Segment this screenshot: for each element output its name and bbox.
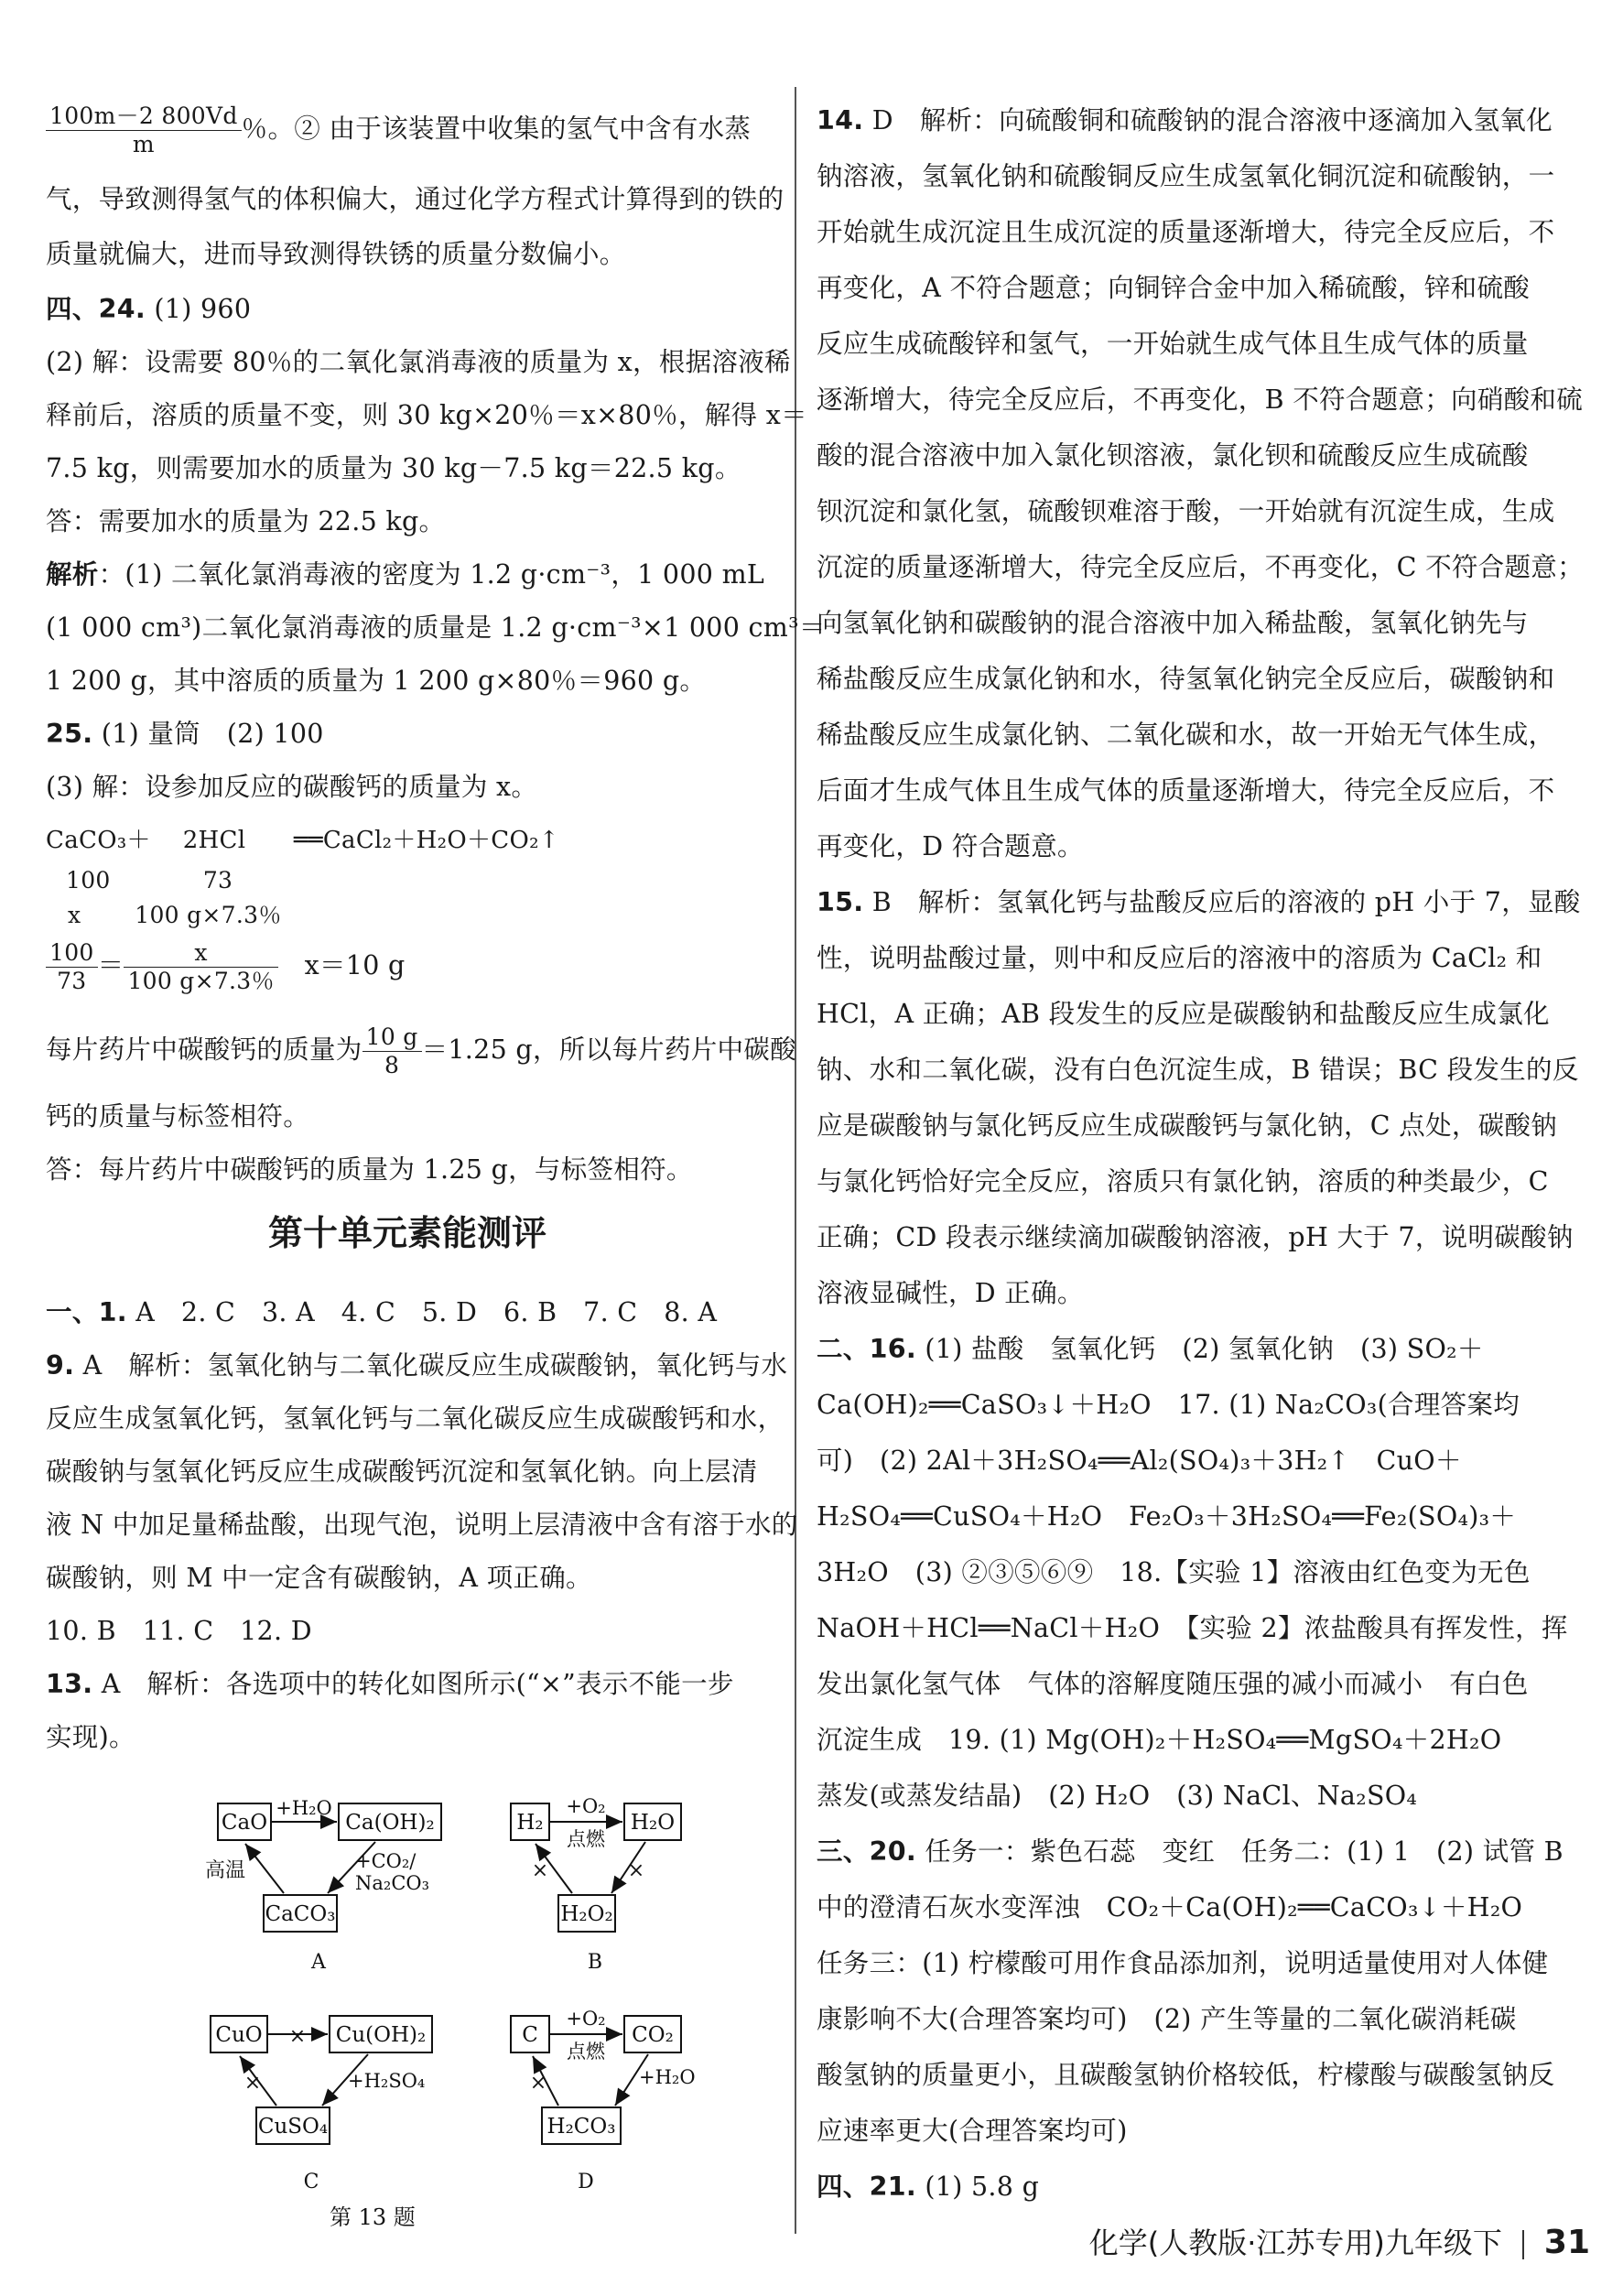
equation-quantities: x 100 g×7.3％ bbox=[68, 902, 282, 928]
question-20: 三、20. 任务一：紫色石蕊 变红 任务二：(1) 1 (2) 试管 B bbox=[817, 1836, 1563, 1867]
diagram-node-label: CuO bbox=[215, 2023, 263, 2047]
diagram-node-label: CaCO₃ bbox=[265, 1902, 336, 1926]
diagram-node-label: Ca(OH)₂ bbox=[345, 1811, 435, 1835]
answer-line: 任务三：(1) 柠檬酸可用作食品添加剂，说明适量使用对人体健 bbox=[817, 1948, 1549, 1978]
book-title: 化学(人教版·江苏专用)九年级下 bbox=[1088, 2226, 1502, 2260]
edge-label: +O₂ bbox=[566, 1795, 606, 1817]
diagram-node-label: CaO bbox=[221, 1811, 268, 1835]
analysis-line: 向氢氧化钠和碳酸钠的混合溶液中加入稀盐酸，氢氧化钠先与 bbox=[817, 608, 1529, 638]
answer-line: $\frac{100m-2 800Vd}{m}$ ％。② 由于该装置中收集的氢气中含有水蒸 bbox=[46, 103, 751, 158]
analysis-line: 稀盐酸反应生成氯化钠和水，待氢氧化钠完全反应后，碳酸钠和 bbox=[817, 664, 1555, 694]
analysis-line: 钡沉淀和氯化氢，硫酸钡难溶于酸，一开始就有沉淀生成，生成 bbox=[817, 496, 1555, 526]
analysis-line: 实现)。 bbox=[46, 1722, 135, 1752]
diagram-node-label: H₂O bbox=[630, 1811, 676, 1835]
analysis-line: 与氯化钙恰好完全反应，溶质只有氯化钠，溶质的种类最少，C bbox=[817, 1166, 1549, 1197]
analysis-line: 性，说明盐酸过量，则中和反应后的溶液中的溶质为 CaCl₂ 和 bbox=[817, 943, 1542, 973]
diagram-label: B bbox=[587, 1951, 603, 1974]
analysis-line: 逐渐增大，待完全反应后，不再变化，B 不符合题意；向硝酸和硫 bbox=[817, 384, 1584, 415]
analysis-line: HCl，A 正确；AB 段发生的反应是碳酸钠和盐酸反应生成氯化 bbox=[817, 999, 1550, 1029]
question-21: 四、21. (1) 5.8 g bbox=[817, 2171, 1040, 2202]
question-9: 9. A 解析：氢氧化钠与二氧化碳反应生成碳酸钠，氧化钙与水 bbox=[46, 1350, 788, 1381]
edge-label: +H₂O bbox=[276, 1797, 332, 1819]
analysis-line: 沉淀的质量逐渐增大，待完全反应后，不再变化，C 不符合题意； bbox=[817, 552, 1584, 582]
answer-line: 康影响不大(合理答案均可) (2) 产生等量的二氧化碳消耗碳 bbox=[817, 2004, 1517, 2034]
diagram-node-label: H₂ bbox=[516, 1811, 544, 1835]
analysis-line: 后面才生成气体且生成气体的质量逐渐增大，待完全反应后，不 bbox=[817, 775, 1555, 806]
fraction: $\frac{x}{100 g\times 7.3\%}$ bbox=[124, 939, 277, 995]
cross-mark: × bbox=[288, 2025, 307, 2048]
analysis-line: 再变化，D 符合题意。 bbox=[817, 831, 1084, 861]
answer-line: 气，导致测得氢气的体积偏大，通过化学方程式计算得到的铁的 bbox=[46, 184, 784, 214]
fraction: $\frac{100m-2 800Vd}{m}$ bbox=[46, 103, 242, 158]
answer-line: 答：需要加水的质量为 22.5 kg。 bbox=[46, 506, 446, 536]
question-14: 14. D 解析：向硫酸铜和硫酸钠的混合溶液中逐滴加入氢氧化 bbox=[817, 105, 1553, 135]
analysis-line: 再变化，A 不符合题意；向铜锌合金中加入稀硫酸，锌和硫酸 bbox=[817, 273, 1531, 303]
diagram-node-label: CuSO₄ bbox=[257, 2115, 329, 2139]
analysis-line: (1 000 cm³)二氧化氯消毒液的质量是 1.2 g·cm⁻³×1 000 cm³＝ bbox=[46, 612, 826, 643]
analysis-line: 碳酸钠，则 M 中一定含有碳酸钠，A 项正确。 bbox=[46, 1563, 592, 1593]
answers-choice: 一、1. A 2. C 3. A 4. C 5. D 6. B 7. C 8. A bbox=[46, 1297, 718, 1327]
answer-line: 释前后，溶质的质量不变，则 30 kg×20％＝x×80％，解得 x＝ bbox=[46, 400, 807, 430]
page-number: 31 bbox=[1543, 2224, 1590, 2261]
footer-separator bbox=[1522, 2230, 1524, 2259]
cross-mark: × bbox=[243, 2072, 262, 2095]
question-13: 13. A 解析：各选项中的转化如图所示(“×”表示不能一步 bbox=[46, 1669, 734, 1699]
analysis-line: 稀盐酸反应生成氯化钠、二氧化碳和水，故一开始无气体生成， bbox=[817, 720, 1555, 750]
answer-line: (2) 解：设需要 80％的二氧化氯消毒液的质量为 x，根据溶液稀 bbox=[46, 347, 791, 377]
figure-caption: 第 13 题 bbox=[330, 2204, 416, 2230]
analysis-line: 开始就生成沉淀且生成沉淀的质量逐渐增大，待完全反应后，不 bbox=[817, 217, 1555, 247]
analysis-line: 钠、水和二氧化碳，没有白色沉淀生成，B 错误；BC 段发生的反 bbox=[817, 1055, 1579, 1085]
proportion: $\frac{100}{73}$ ＝ $\frac{x}{100 g\times 7.3\%}$ x＝10 g bbox=[46, 939, 406, 995]
fraction: $\frac{10 g}{8}$ bbox=[362, 1023, 422, 1079]
diagram-node-label: H₂CO₃ bbox=[546, 2115, 616, 2139]
analysis-line: 溶液显碱性，D 正确。 bbox=[817, 1278, 1084, 1308]
answer-line: 每片药片中碳酸钙的质量为 $\frac{10 g}{8}$ ＝1.25 g，所以每片药片中碳酸 bbox=[46, 1023, 796, 1078]
cross-mark: × bbox=[627, 1859, 645, 1882]
answer-line: 应速率更大(合理答案均可) bbox=[817, 2116, 1128, 2146]
analysis-line: 碳酸钠与氢氧化钙反应生成碳酸钙沉淀和氢氧化钠。向上层清 bbox=[46, 1457, 758, 1487]
answer-line: 酸氢钠的质量更小，且碳酸氢钠价格较低，柠檬酸与碳酸氢钠反 bbox=[817, 2060, 1555, 2090]
edge-label: 点燃 bbox=[567, 2041, 605, 2063]
diagram-node-label: C bbox=[522, 2023, 538, 2047]
answer-line: H₂SO₄══CuSO₄＋H₂O Fe₂O₃＋3H₂SO₄══Fe₂(SO₄)₃＋ bbox=[817, 1501, 1517, 1532]
cross-mark: × bbox=[529, 2072, 547, 2095]
page-footer bbox=[1089, 2223, 1590, 2263]
diagram-node-label: CO₂ bbox=[632, 2023, 674, 2047]
answer-line: Ca(OH)₂══CaSO₃↓＋H₂O 17. (1) Na₂CO₃(合理答案均 bbox=[817, 1390, 1520, 1420]
analysis-line: 反应生成氢氧化钙，氢氧化钙与二氧化碳反应生成碳酸钙和水， bbox=[46, 1403, 784, 1434]
edge-label: +H₂SO₄ bbox=[348, 2070, 426, 2092]
edge-label: 点燃 bbox=[567, 1828, 605, 1850]
edge-label: +H₂O bbox=[639, 2066, 696, 2088]
question-15: 15. B 解析：氢氧化钙与盐酸反应后的溶液的 pH 小于 7，显酸 bbox=[817, 887, 1581, 917]
analysis-line: 反应生成硫酸锌和氢气，一开始就生成气体且生成气体的质量 bbox=[817, 329, 1529, 359]
analysis-line: 1 200 g，其中溶质的质量为 1 200 g×80％＝960 g。 bbox=[46, 666, 707, 696]
analysis-line: 钠溶液，氢氧化钠和硫酸铜反应生成氢氧化铜沉淀和硫酸钠，一 bbox=[817, 161, 1555, 191]
diagram-node-label: Cu(OH)₂ bbox=[335, 2023, 427, 2047]
answer-line: 答：每片药片中碳酸钙的质量为 1.25 g，与标签相符。 bbox=[46, 1154, 693, 1185]
analysis-line: 液 N 中加足量稀盐酸，出现气泡，说明上层清液中含有溶于水的 bbox=[46, 1510, 798, 1540]
fraction: $\frac{100}{73}$ bbox=[46, 939, 98, 995]
diagram-label: A bbox=[311, 1951, 326, 1974]
edge-label: +CO₂/ bbox=[355, 1850, 417, 1872]
cross-mark: × bbox=[531, 1859, 549, 1882]
answer-line: 沉淀生成 19. (1) Mg(OH)₂＋H₂SO₄══MgSO₄＋2H₂O bbox=[817, 1725, 1502, 1755]
edge-label: +O₂ bbox=[566, 2008, 606, 2030]
question-24: 四、24. (1) 960 bbox=[46, 294, 252, 324]
analysis-line: 应是碳酸钠与氯化钙反应生成碳酸钙与氯化钠，C 点处，碳酸钠 bbox=[817, 1110, 1558, 1141]
answer-line: 发出氯化氢气体 气体的溶解度随压强的减小而减小 有白色 bbox=[817, 1669, 1529, 1699]
diagram-node-label: H₂O₂ bbox=[560, 1902, 613, 1926]
equation: CaCO₃＋ 2HCl ══CaCl₂＋H₂O＋CO₂↑ bbox=[46, 827, 559, 854]
answer-line: 可) (2) 2Al＋3H₂SO₄══Al₂(SO₄)₃＋3H₂↑ CuO＋ bbox=[817, 1446, 1462, 1476]
question-16: 二、16. (1) 盐酸 氢氧化钙 (2) 氢氧化钠 (3) SO₂＋ bbox=[817, 1334, 1484, 1364]
figure-13 bbox=[156, 1776, 705, 2234]
edge-label: 高温 bbox=[205, 1859, 246, 1882]
answer-line: 质量就偏大，进而导致测得铁锈的质量分数偏小。 bbox=[46, 239, 626, 269]
equation-masses: 100 73 bbox=[66, 867, 233, 893]
answers-choice: 10. B 11. C 12. D bbox=[46, 1616, 312, 1646]
section-heading: 第十单元素能测评 bbox=[267, 1213, 546, 1253]
analysis-line: 解析：(1) 二氧化氯消毒液的密度为 1.2 g·cm⁻³，1 000 mL bbox=[46, 559, 765, 590]
answer-line: (3) 解：设参加反应的碳酸钙的质量为 x。 bbox=[46, 772, 538, 802]
answer-line: 中的澄清石灰水变浑浊 CO₂＋Ca(OH)₂══CaCO₃↓＋H₂O bbox=[817, 1892, 1523, 1922]
answer-line: 3H₂O (3) ②③⑤⑥⑨ 18.【实验 1】溶液由红色变为无色 bbox=[817, 1557, 1531, 1587]
analysis-line: 酸的混合溶液中加入氯化钡溶液，氯化钡和硫酸反应生成硫酸 bbox=[817, 440, 1529, 471]
answer-line: NaOH＋HCl══NaCl＋H₂O 【实验 2】浓盐酸具有挥发性，挥 bbox=[817, 1613, 1568, 1643]
diagram-label: D bbox=[578, 2171, 594, 2193]
answer-line: 7.5 kg，则需要加水的质量为 30 kg－7.5 kg＝22.5 kg。 bbox=[46, 453, 741, 483]
analysis-line: 正确；CD 段表示继续滴加碳酸钠溶液，pH 大于 7，说明碳酸钠 bbox=[817, 1222, 1574, 1252]
edge-label: Na₂CO₃ bbox=[355, 1872, 430, 1894]
answer-line: 蒸发(或蒸发结晶) (2) H₂O (3) NaCl、Na₂SO₄ bbox=[817, 1781, 1418, 1811]
answer-line: 钙的质量与标签相符。 bbox=[46, 1101, 310, 1132]
diagram-label: C bbox=[303, 2171, 319, 2193]
question-25: 25. (1) 量筒 (2) 100 bbox=[46, 719, 324, 749]
